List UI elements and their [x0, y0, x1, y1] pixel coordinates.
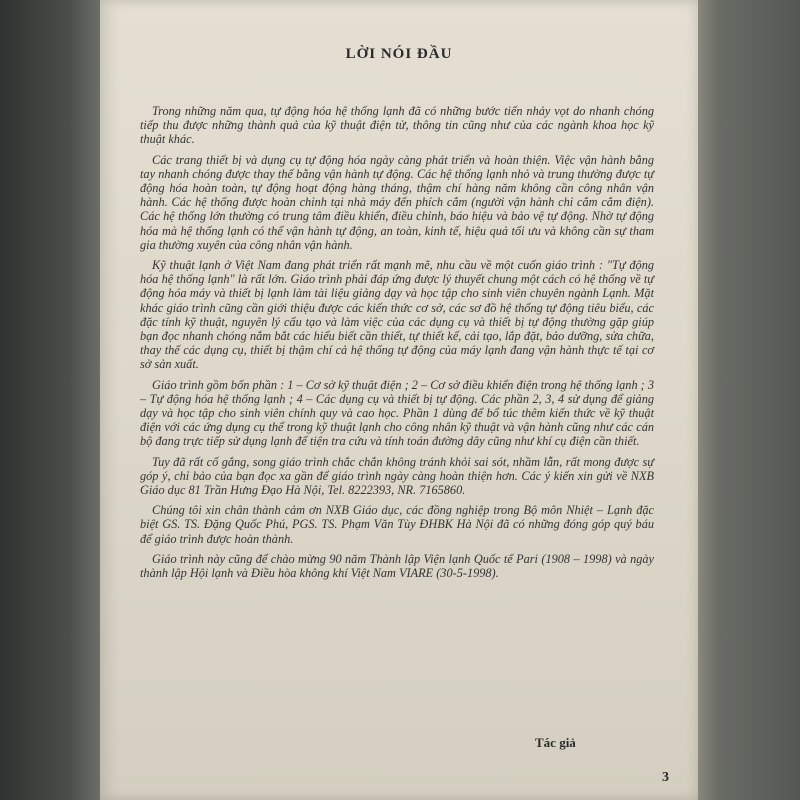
paragraph: Chúng tôi xin chân thành cảm ơn NXB Giáo dục, các đồng nghiệp trong Bộ môn Nhiệt – Lạnh đặc biệt GS. TS. Đặng Quốc Phú, PGS. TS. Phạm Văn Tùy ĐHBK Hà Nội đã có những đóng góp quý báu để giáo trình được hoàn thành.: [140, 503, 654, 546]
background-right: [698, 0, 800, 800]
paragraph: Tuy đã rất cố gắng, song giáo trình chắc chắn không tránh khỏi sai sót, nhầm lẫn, rất mong được sự góp ý, chỉ bảo của bạn đọc xa gần để giáo trình ngày càng hoàn thiện hơn. Các ý kiến xin gửi về NXB Giáo dục 81 Trần Hưng Đạo Hà Nội, Tel. 8222393, NR. 7165860.: [140, 454, 654, 498]
preface-body: [140, 104, 654, 584]
page-title: LỜI NÓI ĐẦU: [345, 46, 453, 62]
paragraph: Giáo trình này cũng để chào mừng 90 năm Thành lập Viện lạnh Quốc tế Pari (1908 – 1998) và ngày thành lập Hội lạnh và Điều hòa không khí Việt Nam VIARE (30-5-1998).: [140, 551, 654, 581]
paragraph: Giáo trình gồm bốn phần : 1 – Cơ sở kỹ thuật điện ; 2 – Cơ sở điều khiển điện trong hệ thống lạnh ; 3 – Tự động hóa hệ thống lạnh ; 4 – Các dụng cụ và thiết bị tự động. Các phần 2, 3, 4 sử dụng để giảng dạy và học tập cho sinh viên chính quy và cao học. Phần 1 dùng để bổ túc thêm kiến thức về kỹ thuật điện với các ứng dụng cụ thể trong kỹ thuật lạnh cho công nhân kỹ thuật và vận hành cũng như các cán bộ đang trực tiếp sử dụng lạnh để tiện tra cứu và tính toán đường dây cũng như khí cụ điện cần thiết.: [140, 377, 654, 449]
book-page: [100, 0, 698, 800]
paragraph: Các trang thiết bị và dụng cụ tự động hóa ngày càng phát triển và hoàn thiện. Việc vận hành bằng tay nhanh chóng được thay thế bằng vận hành tự động. Các hệ thống lạnh nhỏ và trung thường được tự động hóa hoàn toàn, tự động hoạt động hàng tháng, thậm chí hàng năm không cần công nhân vận hành. Các hệ thống được hoàn chỉnh tại nhà máy đến phích cắm (người vận hành chỉ cắm cắm điện). Các hệ thống lớn thường có trung tâm điều khiển, điều chỉnh, báo hiệu và bảo vệ tự động. Nhờ tự động hóa mà hệ thống lạnh có thể vận hành tự động, an toàn, kinh tế, hiệu quả tối ưu và không cần sự tham gia thường xuyên của công nhân vận hành.: [140, 152, 654, 252]
background-left: [0, 0, 100, 800]
paragraph: Kỹ thuật lạnh ở Việt Nam đang phát triển rất mạnh mẽ, nhu cầu về một cuốn giáo trình : "Tự động hóa hệ thống lạnh" là rất lớn. Giáo trình phải đáp ứng được lý thuyết chung một cách có hệ thống về tự động hóa máy và thiết bị lạnh làm tài liệu giảng dạy và học tập cho sinh viên chuyên ngành Lạnh. Mặt khác giáo trình cũng cần giới thiệu được các kiến thức cơ sở, các sơ đồ hệ thống tự động tiêu biểu, các đặc tính kỹ thuật, nguyên lý cấu tạo và làm việc của các dụng cụ và thiết bị tự động thường gặp giúp bạn đọc nhanh chóng nắm bắt các hiểu biết cần thiết, tự thiết kế, cải tạo, lắp đặt, bảo dưỡng, sửa chữa, thay thế các dụng cụ, thiết bị thậm chí cả hệ thống tự động của máy lạnh đang vận hành thực tế tại cơ sở sản xuất.: [140, 258, 654, 372]
author-signature: Tác giả: [535, 735, 576, 750]
paragraph: Trong những năm qua, tự động hóa hệ thống lạnh đã có những bước tiến nhảy vọt do nhanh chóng tiếp thu được những thành quả của kỹ thuật điện tử, thông tin cũng như của các ngành khoa học kỹ thuật khác.: [140, 104, 654, 147]
page-number: 3: [662, 770, 669, 785]
